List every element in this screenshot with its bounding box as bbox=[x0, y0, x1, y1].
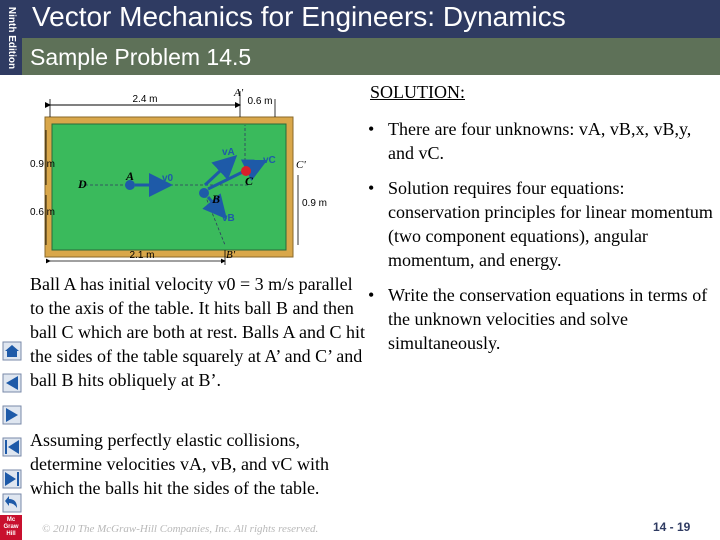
problem-question: Assuming perfectly elastic collisions, determine velocities vA, vB, and vC with which the balls hit the sides of the table. bbox=[30, 430, 329, 498]
bullet-text: There are four unknowns: vA, vB,x, vB,y, and vC. bbox=[388, 119, 692, 163]
first-icon[interactable] bbox=[2, 436, 22, 458]
label-c-prime: C' bbox=[296, 159, 306, 171]
pool-table-figure bbox=[30, 85, 355, 265]
title-bar bbox=[22, 0, 720, 38]
page-number: 14 - 19 bbox=[653, 520, 691, 534]
dim-top-right-label: 0.6 m bbox=[247, 96, 273, 107]
dim-bottom-label: 2.1 m bbox=[129, 250, 155, 261]
label-a: A bbox=[126, 169, 135, 183]
subtitle-bar bbox=[22, 38, 720, 75]
home-icon[interactable] bbox=[2, 340, 22, 362]
label-a-prime: A' bbox=[234, 87, 244, 99]
label-d: D bbox=[78, 177, 87, 191]
next-icon[interactable] bbox=[2, 404, 22, 426]
label-c: C bbox=[245, 174, 254, 188]
solution-bullet bbox=[366, 283, 716, 355]
left-strip bbox=[0, 0, 22, 540]
bullet-text: Write the conservation equations in terms of the unknown velocities and solve simultaneously. bbox=[388, 285, 708, 353]
solution-bullet bbox=[366, 176, 716, 272]
last-icon[interactable] bbox=[2, 468, 22, 490]
back-icon[interactable] bbox=[2, 492, 22, 514]
bullet-text: Solution requires four equations: conservation principles for linear momentum (two component equations), angular momentum, and energy. bbox=[388, 178, 713, 270]
bullet-marker: • bbox=[368, 285, 375, 305]
previous-icon[interactable] bbox=[2, 372, 22, 394]
label-vb: vB bbox=[222, 213, 235, 224]
edition-badge bbox=[0, 0, 22, 75]
logo-text: Mc Graw Hill bbox=[3, 517, 19, 537]
ball-b bbox=[199, 188, 209, 198]
label-va: vA bbox=[222, 147, 235, 158]
problem-statement: Ball A has initial velocity v0 = 3 m/s parallel to the axis of the table. It hits ball B and then ball C which are both at rest. Balls A and C hit the sides of the table squarely at A’ and C’ and ball B hits obliquely at B’. bbox=[30, 274, 365, 390]
dim-left-upper-label: 0.9 m bbox=[30, 159, 56, 170]
label-b-prime: B' bbox=[226, 249, 236, 261]
label-vc: vC bbox=[263, 155, 276, 166]
bullet-marker: • bbox=[368, 119, 375, 139]
edition-label: Ninth Edition bbox=[6, 6, 17, 70]
problem-title: Sample Problem 14.5 bbox=[30, 44, 252, 70]
dim-top-label: 2.4 m bbox=[132, 94, 158, 105]
solution-bullet bbox=[366, 117, 716, 165]
copyright-notice: © 2010 The McGraw-Hill Companies, Inc. All rights reserved. bbox=[42, 523, 319, 535]
mcgraw-hill-logo bbox=[0, 515, 22, 540]
solution-label: SOLUTION: bbox=[370, 82, 465, 102]
bullet-marker: • bbox=[368, 178, 375, 198]
label-v0: v0 bbox=[162, 173, 174, 184]
dim-right-label: 0.9 m bbox=[302, 198, 328, 209]
page-title: Vector Mechanics for Engineers: Dynamics bbox=[32, 1, 566, 32]
dim-left-lower-label: 0.6 m bbox=[30, 207, 56, 218]
label-b: B bbox=[212, 192, 221, 206]
